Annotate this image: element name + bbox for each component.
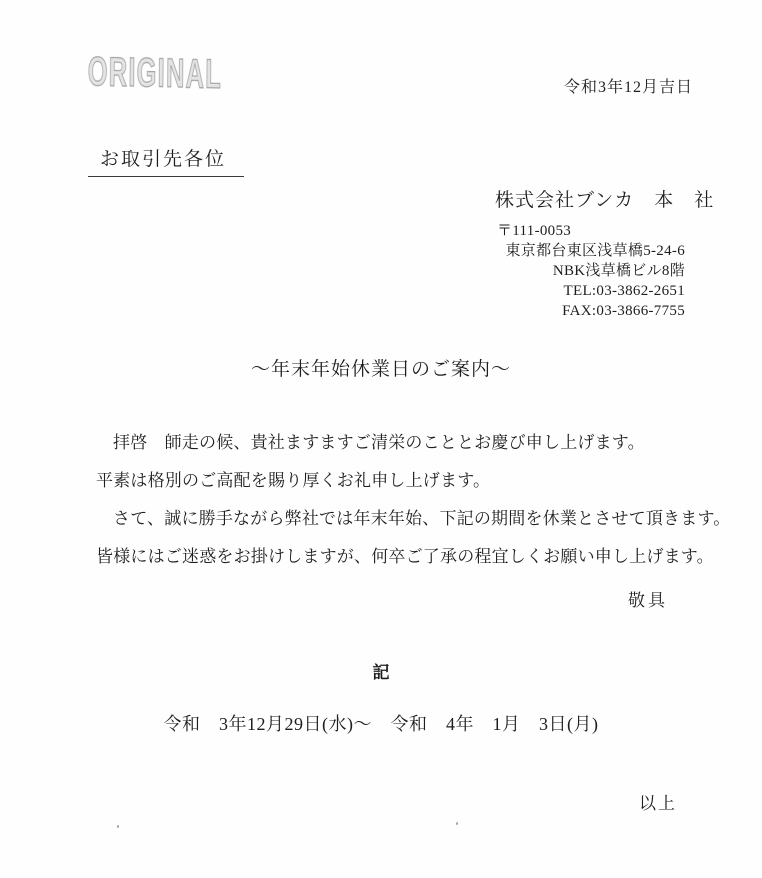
scan-speck-right xyxy=(456,822,458,825)
closing-keigu: 敬具 xyxy=(628,591,668,610)
company-name: 株式会社ブンカ 本 社 xyxy=(495,190,715,211)
postal-code: 〒111-0053 xyxy=(497,223,572,239)
record-marker-ki: 記 xyxy=(372,663,390,682)
scan-speck-left xyxy=(117,825,119,828)
sender-address-block xyxy=(497,221,685,321)
document-title: ～年末年始休業日のご案内～ xyxy=(250,359,511,380)
body-paragraph-apology: 皆様にはご迷惑をお掛けしますが、何卒ご了承の程宜しくお願い申し上げます。 xyxy=(96,547,714,566)
holiday-period: 令和 3年12月29日(水)～ 令和 4年 1月 3日(月) xyxy=(163,714,599,734)
issue-date: 令和3年12月吉日 xyxy=(563,79,693,96)
original-stamp: ORIGINAL xyxy=(87,48,223,98)
letter-body xyxy=(96,424,731,576)
body-paragraph-thanks: 平素は格別のご高配を賜り厚くお礼申し上げます。 xyxy=(96,471,491,490)
fax-line: FAX:03-3866-7755 xyxy=(562,303,685,319)
tel-line: TEL:03-3862-2651 xyxy=(563,283,685,299)
body-paragraph-greeting: 拝啓 師走の候、貴社ますますご清栄のこととお慶び申し上げます。 xyxy=(113,433,645,452)
address-line-2: NBK浅草橋ビル8階 xyxy=(552,263,685,279)
body-paragraph-announcement: さて、誠に勝手ながら弊社では年末年始、下記の期間を休業とさせて頂きます。 xyxy=(113,509,731,528)
address-line-1: 東京都台東区浅草橋5-24-6 xyxy=(505,243,685,259)
recipient-line: お取引先各位 xyxy=(88,144,244,177)
end-marker-ijou: 以上 xyxy=(639,794,677,813)
